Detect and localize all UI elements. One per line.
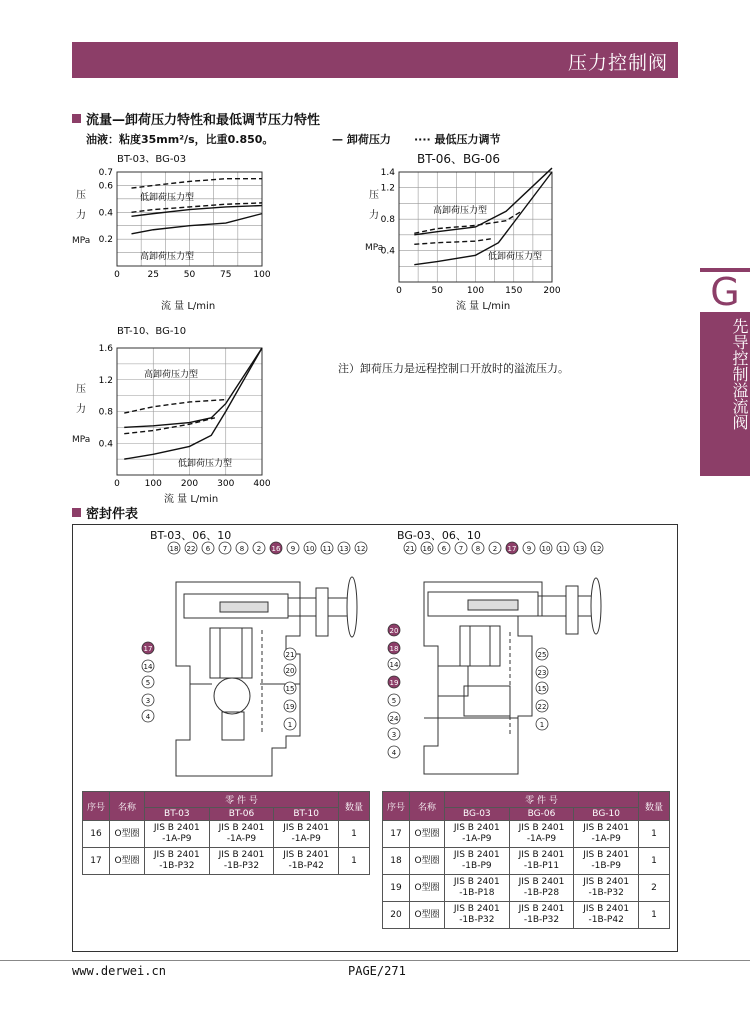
y-tick-label: 1.2: [380, 183, 395, 194]
cell-qty: 1: [339, 821, 370, 848]
th-model: BG-06: [509, 808, 574, 821]
y-tick-label: 0.4: [98, 439, 113, 450]
chart-1: [99, 168, 271, 280]
th-qty: 数量: [339, 792, 370, 821]
cell-no: 17: [83, 848, 110, 875]
table-row: [83, 821, 370, 848]
th-part: 零 件 号: [145, 792, 339, 808]
cell-name: O型圈: [410, 821, 445, 848]
th-model: BT-10: [274, 808, 339, 821]
callout-label: 14: [389, 661, 399, 669]
cell-no: 18: [383, 848, 410, 875]
chart-2: [381, 168, 561, 296]
chart1-xlabel: 流 量 L/min: [161, 301, 216, 312]
cell-no: 19: [383, 875, 410, 902]
callout-label: 22: [186, 545, 196, 553]
callout-label: 1: [287, 721, 293, 729]
callout-label: 3: [391, 731, 397, 739]
series-line-dashed: [132, 179, 263, 188]
callout-label: 4: [391, 749, 397, 757]
x-tick-label: 0: [396, 286, 402, 296]
x-tick-label: 75: [220, 270, 232, 280]
callout-label: 12: [356, 545, 366, 553]
x-tick-label: 100: [466, 286, 485, 296]
left-drawing-title: BT-03、06、10: [150, 529, 232, 542]
callout-label: 14: [143, 663, 153, 671]
cell-part: JIS B 2401 -1A-P9: [274, 821, 339, 848]
callout-label: 2: [492, 545, 498, 553]
cell-part: JIS B 2401 -1A-P9: [574, 821, 639, 848]
x-tick-label: 0: [114, 270, 120, 280]
cell-part: JIS B 2401 -1B-P28: [509, 875, 574, 902]
x-tick-label: 150: [505, 286, 523, 296]
section2-title: 密封件表: [86, 507, 139, 522]
cell-name: O型圈: [110, 821, 145, 848]
footer-divider: [0, 960, 750, 961]
th-no: 序号: [83, 792, 110, 821]
cell-part: JIS B 2401 -1B-P11: [509, 848, 574, 875]
y-tick-label: 1.2: [98, 375, 113, 386]
y-tick-label: 0.8: [98, 407, 113, 418]
cell-qty: 1: [639, 902, 670, 929]
chart1-title: BT-03、BG-03: [117, 154, 187, 165]
y-tick-label: 1.6: [98, 344, 113, 354]
callout-label: 10: [541, 545, 551, 553]
chart1-yunit: MPa: [72, 236, 91, 246]
cell-qty: 1: [639, 821, 670, 848]
cell-part: JIS B 2401 -1B-P9: [574, 848, 639, 875]
chart3-yunit: MPa: [72, 435, 91, 445]
callout-label: 9: [526, 545, 532, 553]
callout-label: 2: [256, 545, 262, 553]
side-tab-letter: G: [700, 272, 750, 312]
callout-label: 15: [285, 685, 295, 693]
cell-part: JIS B 2401 -1B-P32: [574, 875, 639, 902]
callout-label: 20: [389, 627, 399, 635]
th-name: 名称: [110, 792, 145, 821]
callout-label: 13: [575, 545, 585, 553]
cell-part: JIS B 2401 -1B-P32: [145, 848, 210, 875]
cell-part: JIS B 2401 -1B-P32: [209, 848, 274, 875]
x-tick-label: 25: [147, 270, 159, 280]
cell-part: JIS B 2401 -1B-P32: [509, 902, 574, 929]
cell-qty: 2: [639, 875, 670, 902]
left-valve-body: [176, 577, 357, 776]
cell-part: JIS B 2401 -1A-P9: [509, 821, 574, 848]
callout-label: 7: [222, 545, 228, 553]
chart2-xlabel: 流 量 L/min: [456, 301, 511, 312]
cell-qty: 1: [639, 848, 670, 875]
cell-name: O型圈: [410, 848, 445, 875]
table-row: [383, 821, 670, 848]
cell-part: JIS B 2401 -1A-P9: [209, 821, 274, 848]
series-line-solid: [132, 206, 263, 217]
chart2-yunit: MPa: [365, 243, 384, 253]
chart-annotation: 高卸荷压力型: [144, 370, 199, 380]
callout-label: 4: [145, 713, 151, 721]
th-name: 名称: [410, 792, 445, 821]
chart-annotation: 低卸荷压力型: [488, 252, 543, 262]
cell-no: 20: [383, 902, 410, 929]
th-model: BT-03: [145, 808, 210, 821]
series-line-solid: [124, 348, 262, 427]
callout-label: 5: [391, 697, 397, 705]
side-tab-text: 先导控制溢流阀: [730, 318, 749, 430]
callout-label: 25: [537, 651, 547, 659]
y-tick-label: 0.7: [98, 168, 113, 178]
chart-annotation: 高卸荷压力型: [140, 252, 195, 262]
table-row: [383, 902, 670, 929]
y-tick-label: 0.2: [98, 235, 113, 246]
callout-label: 3: [145, 697, 151, 705]
y-tick-label: 0.4: [98, 208, 113, 219]
callout-label: 13: [339, 545, 349, 553]
series-line-solid: [132, 214, 263, 234]
cell-part: JIS B 2401 -1B-P42: [574, 902, 639, 929]
cell-qty: 1: [339, 848, 370, 875]
callout-label: 8: [239, 545, 245, 553]
x-tick-label: 100: [144, 479, 162, 489]
callout-label: 21: [285, 651, 295, 659]
cell-name: O型圈: [410, 902, 445, 929]
chart-annotation: 高卸荷压力型: [433, 206, 488, 216]
x-tick-label: 200: [543, 286, 561, 296]
right-valve-body: [424, 578, 601, 774]
chart-3: [99, 344, 271, 489]
callout-label: 11: [322, 545, 332, 553]
cell-part: JIS B 2401 -1B-P42: [274, 848, 339, 875]
footer-page: PAGE/271: [348, 964, 406, 978]
callout-label: 18: [169, 545, 179, 553]
chart3-title: BT-10、BG-10: [117, 326, 187, 337]
callout-label: 23: [537, 669, 547, 677]
table-row: [83, 848, 370, 875]
callout-label: 20: [285, 667, 295, 675]
series-line-solid: [124, 348, 262, 459]
callout-label: 17: [507, 545, 517, 553]
note-text: 注）卸荷压力是远程控制口开放时的溢流压力。: [338, 362, 569, 375]
cell-part: JIS B 2401 -1A-P9: [145, 821, 210, 848]
table-row: [383, 875, 670, 902]
oil-note: 油液：粘度35mm²/s，比重0.850。: [86, 133, 274, 146]
chart2-ylabel: 压力: [369, 190, 379, 221]
chart3-ylabel: 压力: [76, 384, 86, 415]
callout-label: 16: [422, 545, 432, 553]
cell-part: JIS B 2401 -1B-P32: [445, 902, 510, 929]
cell-no: 17: [383, 821, 410, 848]
callout-label: 18: [389, 645, 399, 653]
callout-label: 24: [389, 715, 399, 723]
th-part: 零 件 号: [445, 792, 639, 808]
callout-label: 7: [458, 545, 464, 553]
series-line-dashed: [414, 239, 491, 245]
table-row: [383, 848, 670, 875]
y-tick-label: 1.4: [380, 168, 395, 178]
y-tick-label: 0.6: [98, 181, 113, 192]
x-tick-label: 400: [253, 479, 271, 489]
x-tick-label: 100: [253, 270, 271, 280]
callout-label: 19: [285, 703, 295, 711]
callout-label: 6: [205, 545, 211, 553]
page-title: 压力控制阀: [567, 52, 668, 74]
series-line-solid: [414, 168, 552, 235]
cell-part: JIS B 2401 -1B-P18: [445, 875, 510, 902]
section1-title: 流量—卸荷压力特性和最低调节压力特性: [86, 113, 321, 128]
cell-no: 16: [83, 821, 110, 848]
chart2-title: BT-06、BG-06: [417, 152, 500, 166]
callout-label: 21: [405, 545, 415, 553]
th-model: BG-03: [445, 808, 510, 821]
x-tick-label: 200: [180, 479, 199, 489]
x-tick-label: 0: [114, 479, 120, 489]
th-model: BG-10: [574, 808, 639, 821]
th-model: BT-06: [209, 808, 274, 821]
legend-dashed: ···· 最低压力调节: [414, 133, 501, 146]
x-tick-label: 50: [431, 286, 443, 296]
footer-url[interactable]: www.derwei.cn: [72, 964, 166, 978]
x-tick-label: 50: [183, 270, 196, 280]
cell-part: JIS B 2401 -1A-P9: [445, 821, 510, 848]
chart1-ylabel: 压力: [76, 190, 86, 221]
chart3-xlabel: 流 量 L/min: [164, 494, 219, 505]
left-parts-table: [82, 791, 370, 875]
y-tick-label: 0.4: [380, 246, 395, 257]
callout-label: 12: [592, 545, 602, 553]
callout-label: 6: [441, 545, 447, 553]
legend-solid: — 卸荷压力: [332, 133, 391, 146]
callout-label: 22: [537, 703, 547, 711]
callout-label: 8: [475, 545, 481, 553]
valve-drawings: [72, 536, 678, 788]
callout-label: 1: [539, 721, 545, 729]
right-parts-table: [382, 791, 670, 929]
callout-label: 17: [143, 645, 153, 653]
chart-annotation: 低卸荷压力型: [140, 193, 195, 203]
x-tick-label: 300: [217, 479, 235, 489]
th-no: 序号: [383, 792, 410, 821]
cell-part: JIS B 2401 -1B-P9: [445, 848, 510, 875]
series-line-dashed: [124, 400, 226, 413]
th-qty: 数量: [639, 792, 670, 821]
y-tick-label: 0.8: [380, 215, 395, 226]
callout-label: 16: [271, 545, 281, 553]
callout-label: 11: [558, 545, 568, 553]
series-line-dashed: [132, 203, 263, 212]
cell-name: O型圈: [110, 848, 145, 875]
section-marker: [72, 508, 81, 517]
callout-label: 9: [290, 545, 296, 553]
chart-annotation: 低卸荷压力型: [178, 459, 233, 469]
cell-name: O型圈: [410, 875, 445, 902]
callout-label: 5: [145, 679, 151, 687]
right-drawing-title: BG-03、06、10: [397, 529, 481, 542]
callout-label: 10: [305, 545, 315, 553]
callout-label: 19: [389, 679, 399, 687]
callout-label: 15: [537, 685, 547, 693]
